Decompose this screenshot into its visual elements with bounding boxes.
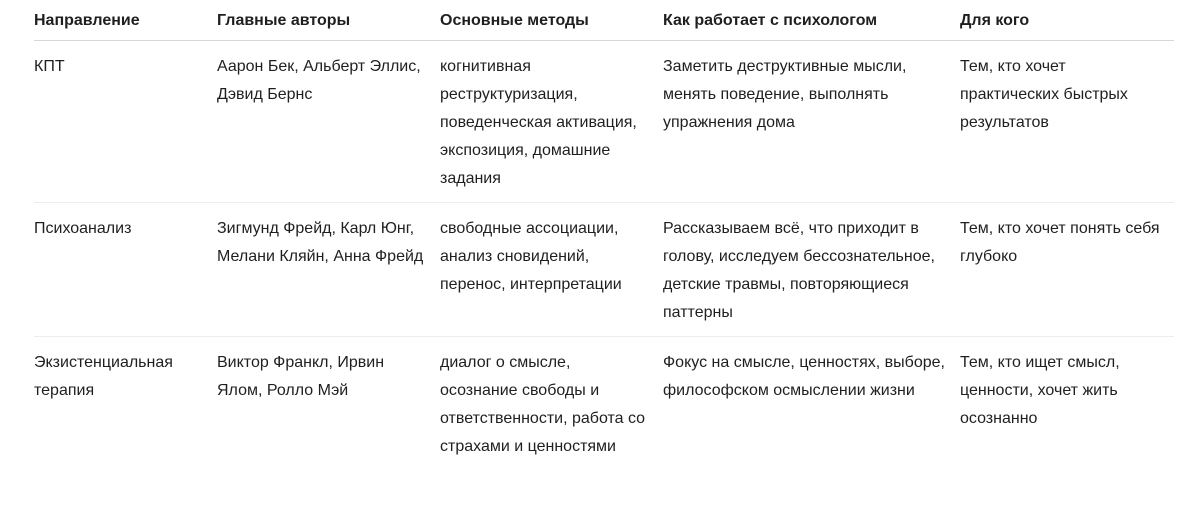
table-row [34, 41, 1174, 203]
cell-work-style: Рассказываем всё, что приходит в голову, исследуем бессознательное, детские травмы, повторяющиеся паттерны [663, 203, 960, 337]
cell-audience: Тем, кто ищет смысл, ценности, хочет жить осознанно [960, 354, 1120, 427]
header-row [34, 0, 1174, 41]
cell-authors: Зигмунд Фрейд, Карл Юнг, Мелани Кляйн, Анна Фрейд [217, 203, 440, 337]
cell-direction: Экзистенциальная терапия [34, 354, 173, 399]
cell-direction: КПТ [34, 41, 217, 203]
cell-methods: когнитивная реструктуризация, поведенческая активация, экспозиция, домашние задания [440, 41, 663, 203]
cell-audience: Тем, кто хочет практических быстрых результатов [960, 41, 1174, 203]
cell-authors: Аарон Бек, Альберт Эллис, Дэвид Бернс [217, 41, 440, 203]
cell-direction: Психоанализ [34, 203, 217, 337]
column-header-methods: Основные методы [440, 0, 663, 41]
column-header-direction: Направление [34, 0, 217, 41]
cell-methods: свободные ассоциации, анализ сновидений, перенос, интерпретации [440, 203, 663, 337]
column-header-audience: Для кого [960, 0, 1174, 41]
therapy-comparison-table [34, 0, 1174, 470]
cell-methods: диалог о смысле, осознание свободы и ответственности, работа со страхами и ценностями [440, 354, 646, 455]
cell-work-style: Заметить деструктивные мысли, менять поведение, выполнять упражнения дома [663, 41, 960, 203]
column-header-work-style: Как работает с психологом [663, 0, 960, 41]
table-header [34, 0, 1174, 41]
cell-work-style: Фокус на смысле, ценностях, выборе, философском осмыслении жизни [663, 354, 945, 399]
table-row [34, 337, 1174, 471]
table-body [34, 41, 1174, 471]
table-row [34, 203, 1174, 337]
column-header-authors: Главные авторы [217, 0, 440, 41]
cell-audience: Тем, кто хочет понять себя глубоко [960, 203, 1174, 337]
cell-authors: Виктор Франкл, Ирвин Ялом, Ролло Мэй [217, 354, 385, 399]
